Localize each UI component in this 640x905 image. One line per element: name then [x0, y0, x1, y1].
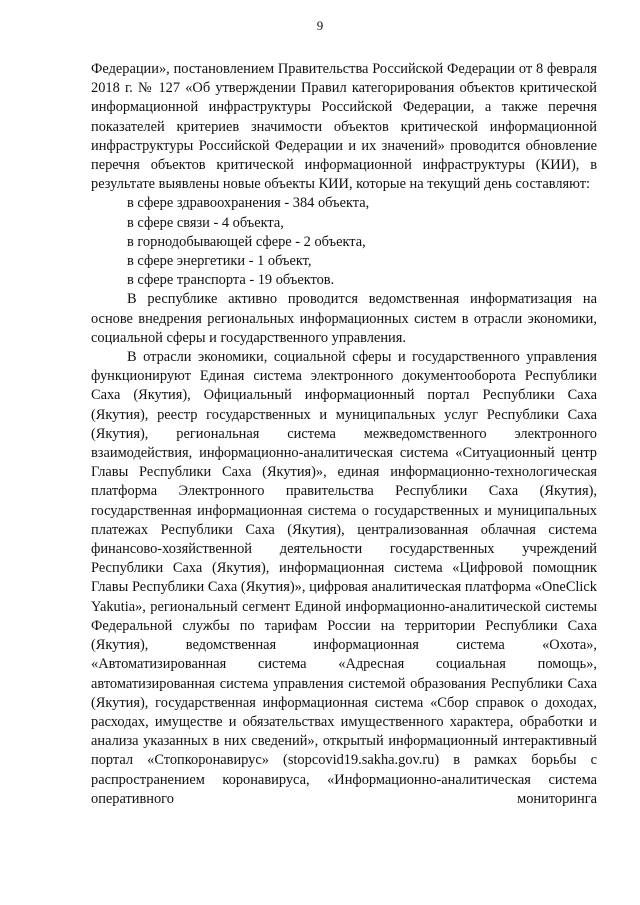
list-item-health: в сфере здравоохранения - 384 объекта,	[127, 195, 370, 212]
list-item-energy: в сфере энергетики - 1 объект,	[127, 253, 312, 270]
paragraph-informatization: В республике активно проводится ведомственная информатизация на основе внедрения региональных информационных систем в отрасли экономики, социальной сферы и государственного управления.	[91, 291, 597, 346]
page-number: 9	[316, 18, 324, 33]
list-item-communications: в сфере связи - 4 объекта,	[127, 214, 284, 231]
document-body	[91, 60, 597, 809]
paragraph-continuation: Федерации», постановлением Правительства Российской Федерации от 8 февраля 2018 г. № 127 «Об утверждении Правил категорирования объектов критической информационной инфраструктуры Российской Федерации, а также перечня показателей критериев значимости объектов критической информационной инфраструктуры Российской Федерации и их значений» проводится обновление перечня объектов критической информационной инфраструктуры (КИИ), в результате выявлены новые объекты КИИ, которые на текущий день составляют:	[91, 61, 597, 193]
list-item-mining: в горнодобывающей сфере - 2 объекта,	[127, 233, 366, 250]
paragraph-systems-list: В отрасли экономики, социальной сферы и государственного управления функционируют Единая система электронного документооборота Республики Саха (Якутия), Официальный информационный портал Республики Саха (Якутия), реестр государственных и муниципальных услуг Республики Саха (Якутия), региональная система межведомственного электронного взаимодействия, информационно-аналитическая система «Ситуационный центр Главы Республики Саха (Якутия)», единая информационно-технологическая платформа Электронного правительства Республики Саха (Якутия), государственная информационная система о государственных и муниципальных платежах Республики Саха (Якутия), централизованная облачная система финансово-хозяйственной деятельности государственных учреждений Республики Саха (Якутия), информационная система «Цифровой помощник Главы Республики Саха (Якутия)», цифровая аналитическая платформа «OneClick Yakutia», региональный сегмент Единой информационно-аналитической системы Федеральной службы по тарифам России на территории Республики Саха (Якутия), ведомственная информационная система «Охота», «Автоматизированная система «Адресная социальная помощь», автоматизированная система управления системой образования Республики Саха (Якутия), государственная информационная система «Сбор справок о доходах, расходах, имуществе и обязательствах имущественного характера, обработки и анализа указанных в них сведений», открытый информационный интерактивный портал «Стопкоронавирус» (stopcovid19.sakha.gov.ru) в рамках борьбы с распространением коронавируса, «Информационно-аналитическая система оперативного мониторинга	[91, 349, 597, 807]
list-item-transport: в сфере транспорта - 19 объектов.	[127, 272, 335, 289]
